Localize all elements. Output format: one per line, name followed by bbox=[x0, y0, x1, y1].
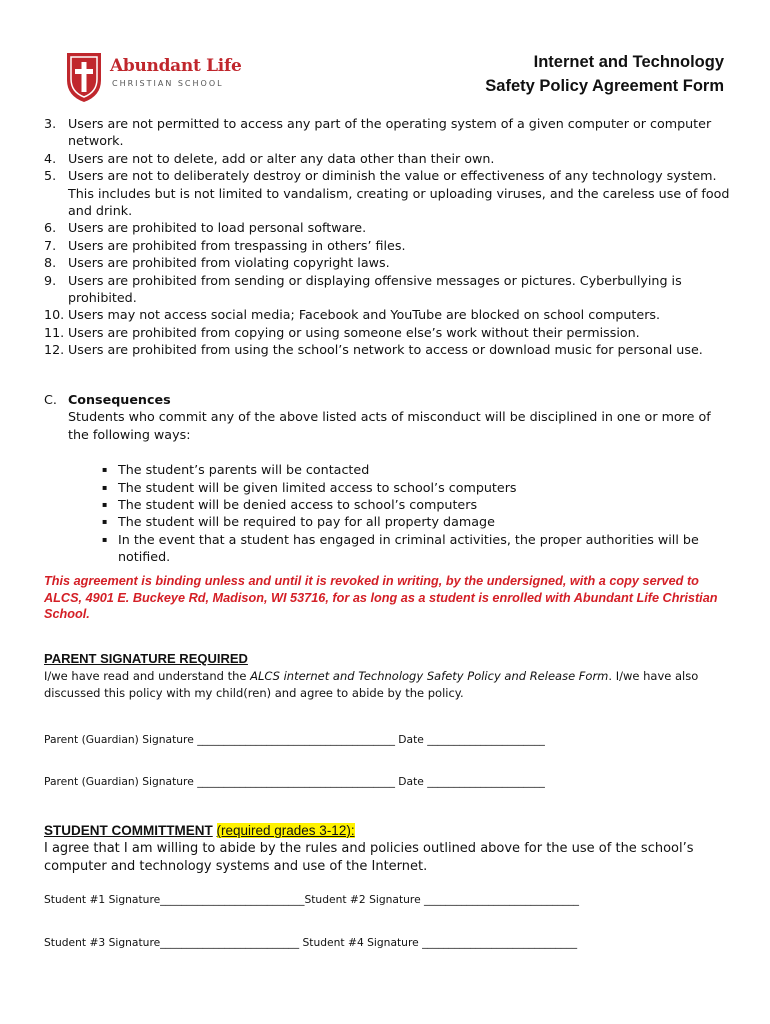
parent-text-post: . I/we have also discussed this policy with my child(ren) and agree to abide by the policy. bbox=[44, 669, 699, 700]
parent-agreement-text bbox=[44, 668, 734, 701]
parent-signature-heading: PARENT SIGNATURE REQUIRED bbox=[44, 651, 248, 666]
rule-text: Users are prohibited from sending or displaying offensive messages or pictures. Cyberbullying is prohibited. bbox=[68, 272, 682, 306]
rule-item bbox=[44, 306, 734, 323]
rule-text: Users are prohibited from trespassing in others’ files. bbox=[68, 237, 406, 253]
rule-text: Users are not to delete, add or alter any data other than their own. bbox=[68, 150, 495, 166]
rule-text: Users are prohibited from violating copyright laws. bbox=[68, 255, 390, 271]
rule-text: Users are prohibited from using the school’s network to access or download music for personal use. bbox=[68, 342, 703, 358]
rule-number: 9. bbox=[44, 272, 57, 288]
consequence-item bbox=[102, 531, 734, 566]
consequences-label: Consequences bbox=[68, 392, 171, 407]
rule-number: 12. bbox=[44, 342, 65, 358]
rule-item bbox=[44, 167, 734, 219]
consequences-section bbox=[44, 391, 734, 566]
consequences-heading bbox=[44, 391, 734, 408]
rule-item bbox=[44, 150, 734, 167]
logo-name: Abundant Life bbox=[110, 56, 242, 76]
bullet-icon: ▪ bbox=[102, 465, 108, 475]
bullet-icon: ▪ bbox=[102, 500, 108, 510]
rule-item bbox=[44, 272, 734, 307]
consequence-text: The student will be required to pay for all property damage bbox=[118, 514, 495, 530]
logo-subtitle: CHRISTIAN SCHOOL bbox=[112, 79, 224, 88]
parent-signature-line-2[interactable]: Parent (Guardian) Signature _____________________________________ Date ______________________ bbox=[44, 775, 545, 788]
bullet-icon: ▪ bbox=[102, 534, 108, 544]
consequence-text: The student will be given limited access to school’s computers bbox=[118, 479, 517, 495]
bullet-icon: ▪ bbox=[102, 517, 108, 527]
consequence-text: The student’s parents will be contacted bbox=[118, 462, 370, 478]
rule-item bbox=[44, 115, 734, 150]
consequence-item bbox=[102, 513, 734, 530]
rule-number: 6. bbox=[44, 220, 57, 236]
page-title bbox=[485, 50, 724, 98]
title-line-2: Safety Policy Agreement Form bbox=[485, 77, 724, 95]
parent-signature-line-1[interactable]: Parent (Guardian) Signature _____________________________________ Date ______________________ bbox=[44, 733, 545, 746]
student-signature-row-1[interactable]: Student #1 Signature___________________________Student #2 Signature _____________________________ bbox=[44, 893, 580, 906]
shield-cross-icon bbox=[64, 50, 104, 104]
consequences-list bbox=[44, 461, 734, 565]
school-logo bbox=[64, 50, 244, 106]
student-agreement-text: I agree that I am willing to abide by the rules and policies outlined above for the use of the school’s computer and technology systems and use of the Internet. bbox=[44, 841, 694, 874]
consequence-text: In the event that a student has engaged in criminal activities, the proper authorities will be notified. bbox=[118, 531, 699, 565]
rule-item bbox=[44, 324, 734, 341]
consequence-item bbox=[102, 479, 734, 496]
rule-text: Users are prohibited from copying or using someone else’s work without their permission. bbox=[68, 324, 640, 340]
rule-number: 7. bbox=[44, 237, 57, 253]
consequence-text: The student will be denied access to school’s computers bbox=[118, 497, 478, 513]
rule-item bbox=[44, 219, 734, 236]
consequence-item bbox=[102, 496, 734, 513]
consequence-item bbox=[102, 461, 734, 478]
rules-list bbox=[44, 115, 734, 359]
parent-text-pre: I/we have read and understand the bbox=[44, 669, 251, 683]
policy-form-name: ALCS internet and Technology Safety Policy and Release Form bbox=[250, 669, 609, 683]
student-signature-row-2[interactable]: Student #3 Signature__________________________ Student #4 Signature _____________________________ bbox=[44, 936, 578, 949]
student-commitment-heading bbox=[44, 823, 355, 838]
rule-number: 11. bbox=[44, 324, 65, 340]
rule-number: 4. bbox=[44, 150, 57, 166]
bullet-icon: ▪ bbox=[102, 482, 108, 492]
rule-text: Users may not access social media; Facebook and YouTube are blocked on school computers. bbox=[68, 307, 661, 323]
rule-text: Users are not permitted to access any part of the operating system of a given computer or computer network. bbox=[68, 116, 712, 149]
required-grades-note: (required grades 3-12): bbox=[216, 823, 355, 838]
rule-number: 3. bbox=[44, 116, 57, 131]
rule-text: Users are not to deliberately destroy or diminish the value or effectiveness of any technology system. This includes but is not limited to vandalism, creating or uploading viruses, and the careless use of food and drink. bbox=[68, 168, 730, 219]
rule-number: 10. bbox=[44, 307, 65, 323]
rule-number: 8. bbox=[44, 255, 57, 271]
binding-agreement-notice: This agreement is binding unless and until it is revoked in writing, by the undersigned, with a copy served to ALCS, 4901 E. Buckeye Rd, Madison, WI 53716, for as long as a student is enrolled with Abundant Life Christian School. bbox=[44, 574, 718, 621]
section-letter: C. bbox=[44, 392, 57, 407]
consequences-intro: Students who commit any of the above listed acts of misconduct will be disciplined in one or more of the following ways: bbox=[68, 409, 711, 442]
rule-item bbox=[44, 254, 734, 271]
student-commitment-label: STUDENT COMMITTMENT bbox=[44, 823, 213, 838]
rule-item bbox=[44, 237, 734, 254]
title-line-1: Internet and Technology bbox=[533, 53, 724, 71]
rule-text: Users are prohibited to load personal software. bbox=[68, 220, 367, 236]
rule-item bbox=[44, 341, 734, 358]
rule-number: 5. bbox=[44, 168, 57, 184]
